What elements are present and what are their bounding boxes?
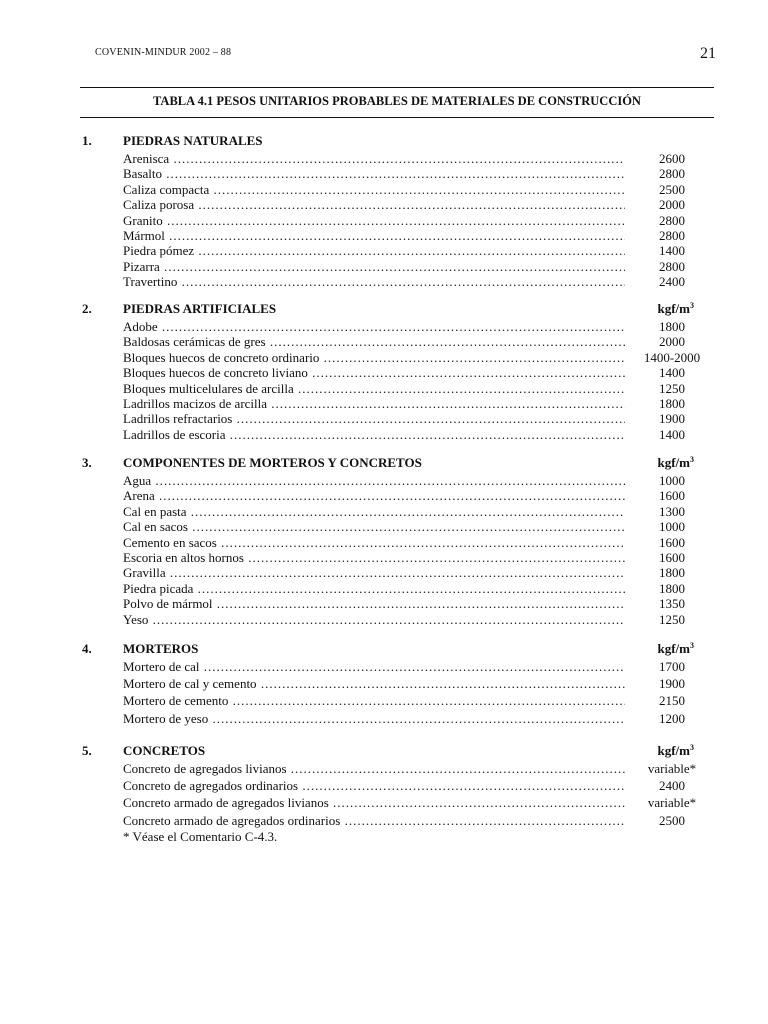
table-row (0, 473, 768, 488)
unit-weight-value: 1700 (659, 659, 685, 674)
section-title: CONCRETOS (123, 743, 206, 758)
unit-weight-value: 2400 (659, 778, 685, 794)
table-row (0, 259, 768, 274)
material-name: Bloques huecos de concreto ordinario ..... (123, 350, 625, 366)
table-row (0, 778, 768, 795)
material-name: Caliza compacta ..... (123, 182, 625, 198)
unit-weight-value: 1800 (659, 565, 685, 581)
material-name: Mármol ..... (123, 228, 625, 244)
unit-weight-value: 2800 (659, 227, 685, 243)
unit-weight-value: 1900 (659, 676, 685, 692)
table-row (0, 396, 768, 411)
section (0, 743, 768, 830)
header-document-code: COVENIN-MINDUR 2002 – 88 (95, 47, 232, 58)
section-title: MORTEROS (123, 641, 199, 656)
unit-base: kgf/m (657, 455, 690, 470)
section (0, 301, 768, 442)
table-row (0, 581, 768, 596)
table-row (0, 504, 768, 519)
material-name: Granito ..... (123, 213, 625, 229)
unit-weight-value: 1600 (659, 534, 685, 550)
material-name: Pizarra ..... (123, 259, 625, 275)
unit-weight-value: 1200 (659, 710, 685, 726)
section-number: 4. (82, 641, 92, 656)
section-number: 5. (82, 743, 92, 758)
section-header (0, 455, 768, 473)
material-name: Bloques multicelulares de arcilla ..... (123, 381, 625, 397)
table-row (0, 659, 768, 676)
table-row (0, 151, 768, 166)
unit-weight-value: 1600 (659, 488, 685, 504)
unit-weight-value: 1000 (659, 473, 685, 488)
unit-weight-value: 2500 (659, 181, 685, 197)
table-row (0, 411, 768, 426)
material-name: Escoria en altos hornos ..... (123, 550, 625, 566)
material-name: Concreto de agregados ordinarios ..... (123, 778, 625, 794)
unit-weight-value: 2800 (659, 166, 685, 182)
material-name: Gravilla ..... (123, 565, 625, 581)
material-name: Arena ..... (123, 488, 625, 504)
bottom-rule (80, 117, 714, 118)
table-row (0, 427, 768, 442)
unit-weight-value: 2500 (659, 812, 685, 828)
unit-weight-value: 1300 (659, 503, 685, 519)
section-title: PIEDRAS NATURALES (123, 133, 263, 148)
table-row (0, 334, 768, 349)
unit-weight-value: 1250 (659, 611, 685, 627)
table-row (0, 319, 768, 334)
section-header (0, 133, 768, 151)
section-header (0, 641, 768, 659)
page-number: 21 (700, 45, 716, 62)
section-unit (658, 455, 695, 471)
material-name: Concreto armado de agregados livianos ..... (123, 795, 625, 811)
unit-exponent: 3 (690, 743, 694, 752)
table-row (0, 761, 768, 778)
material-name: Ladrillos refractarios ..... (123, 411, 625, 427)
table-row (0, 350, 768, 365)
unit-weight-value: 1600 (659, 549, 685, 565)
unit-weight-value: 1400-2000 (643, 349, 701, 365)
unit-weight-value: variable* (647, 761, 697, 776)
material-name: Polvo de mármol ..... (123, 596, 625, 612)
unit-weight-value: 2150 (659, 693, 685, 709)
material-name: Travertino ..... (123, 274, 625, 290)
material-name: Ladrillos de escoria ..... (123, 427, 625, 443)
material-name: Mortero de cal y cemento ..... (123, 676, 625, 692)
table-row (0, 228, 768, 243)
material-name: Basalto ..... (123, 166, 625, 182)
material-name: Cal en pasta ..... (123, 504, 625, 520)
unit-weight-value: 1400 (659, 426, 685, 442)
unit-exponent: 3 (690, 641, 694, 650)
table-row (0, 166, 768, 181)
table-row (0, 565, 768, 580)
section-unit (658, 743, 695, 759)
material-name: Arenisca ..... (123, 151, 625, 167)
table-title: TABLA 4.1 PESOS UNITARIOS PROBABLES DE MATERIALES DE CONSTRUCCIÓN (153, 94, 641, 108)
top-rule (80, 87, 714, 88)
material-name: Caliza porosa ..... (123, 197, 625, 213)
table-row (0, 274, 768, 289)
unit-weight-value: 1900 (659, 411, 685, 427)
table-row (0, 711, 768, 728)
unit-weight-value: 1800 (659, 395, 685, 411)
unit-weight-value: 1400 (659, 243, 685, 259)
unit-weight-value: 2000 (659, 334, 685, 350)
section-header (0, 301, 768, 319)
section-title: PIEDRAS ARTIFICIALES (123, 301, 277, 316)
table-row (0, 381, 768, 396)
material-name: Cemento en sacos ..... (123, 535, 625, 551)
unit-weight-value: 2000 (659, 197, 685, 213)
table-row (0, 243, 768, 258)
table-row (0, 813, 768, 830)
table-row (0, 213, 768, 228)
material-name: Ladrillos macizos de arcilla ..... (123, 396, 625, 412)
material-name: Cal en sacos ..... (123, 519, 625, 535)
unit-weight-value: 2800 (659, 212, 685, 228)
table-row (0, 488, 768, 503)
material-name: Adobe ..... (123, 319, 625, 335)
unit-weight-value: 1400 (659, 365, 685, 381)
section-number: 2. (82, 301, 92, 316)
material-name: Baldosas cerámicas de gres ..... (123, 334, 625, 350)
section-unit (658, 641, 695, 657)
material-name: Mortero de cal ..... (123, 659, 625, 675)
unit-weight-value: 1800 (659, 319, 685, 334)
unit-base: kgf/m (657, 301, 690, 316)
material-name: Piedra picada ..... (123, 581, 625, 597)
table-row (0, 612, 768, 627)
table-row (0, 519, 768, 534)
unit-weight-value: 1000 (659, 519, 685, 535)
unit-weight-value: 2400 (659, 274, 685, 290)
material-name: Yeso ..... (123, 612, 625, 628)
table-row (0, 535, 768, 550)
section-number: 1. (82, 133, 92, 148)
material-name: Concreto de agregados livianos ..... (123, 761, 625, 777)
table-row (0, 182, 768, 197)
table-row (0, 550, 768, 565)
table-row (0, 365, 768, 380)
table-row (0, 693, 768, 710)
table-row (0, 596, 768, 611)
unit-weight-value: 1800 (659, 580, 685, 596)
material-name: Concreto armado de agregados ordinarios ..... (123, 813, 625, 829)
unit-weight-value: 2600 (659, 151, 685, 166)
material-name: Mortero de yeso ..... (123, 711, 625, 727)
material-name: Mortero de cemento ..... (123, 693, 625, 709)
material-name: Bloques huecos de concreto liviano ..... (123, 365, 625, 381)
unit-weight-value: 2800 (659, 258, 685, 274)
material-name: Agua ..... (123, 473, 625, 489)
table-row (0, 197, 768, 212)
section (0, 455, 768, 627)
table-row (0, 795, 768, 812)
section (0, 133, 768, 290)
section-number: 3. (82, 455, 92, 470)
table-row (0, 676, 768, 693)
unit-base: kgf/m (657, 641, 690, 656)
unit-base: kgf/m (657, 743, 690, 758)
section-unit (658, 301, 695, 317)
unit-weight-value: variable* (647, 795, 697, 811)
section-title: COMPONENTES DE MORTEROS Y CONCRETOS (123, 455, 422, 470)
material-name: Piedra pómez ..... (123, 243, 625, 259)
unit-exponent: 3 (690, 301, 694, 310)
unit-exponent: 3 (690, 455, 694, 464)
footnote: * Véase el Comentario C-4.3. (123, 829, 278, 844)
unit-weight-value: 1250 (659, 380, 685, 396)
section (0, 641, 768, 728)
section-header (0, 743, 768, 761)
unit-weight-value: 1350 (659, 596, 685, 612)
